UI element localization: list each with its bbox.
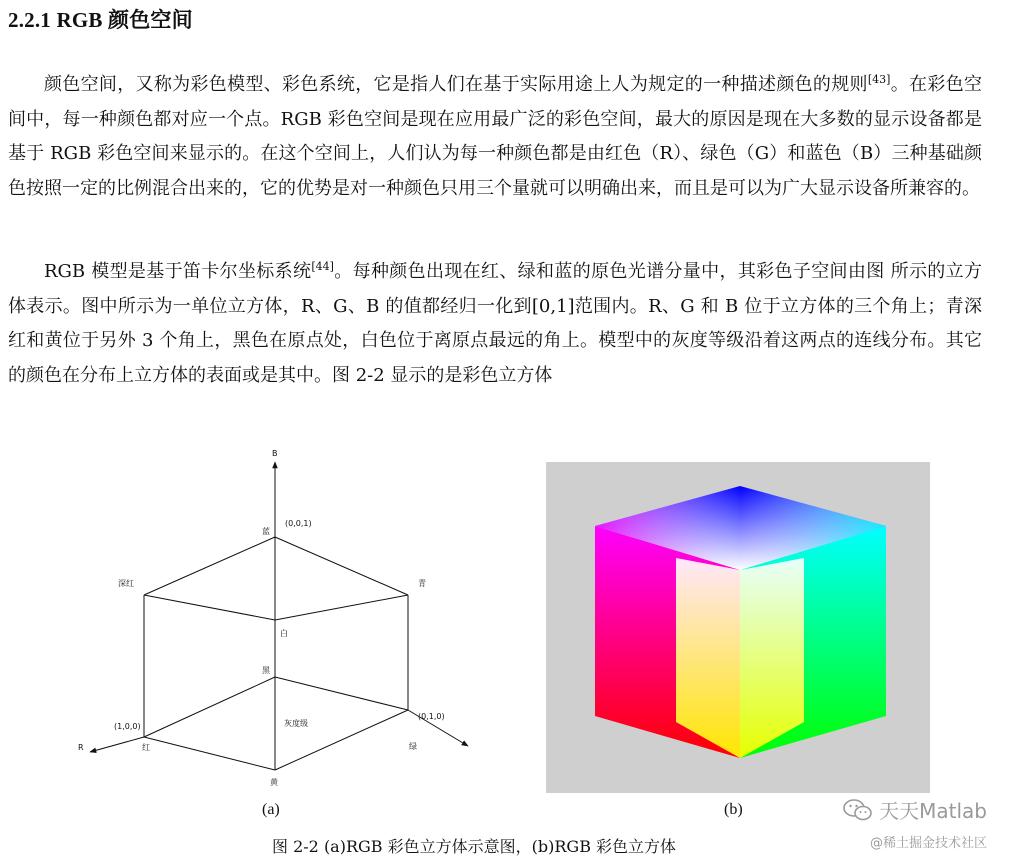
axis-label-r: R xyxy=(78,743,84,752)
paragraph-text: 。在彩色空间中，每一种颜色都对应一个点。RGB 彩色空间是现在应用最广泛的彩色空间，最大的原因是现在大多数的显示设备都是基于 RGB 彩色空间来显示的。在这个空间上，人们认为每一种颜色都是由红色（R）、绿色（G）和蓝色（B）三种基础颜色按照一定的比例混合出来的，它的优势是对一种颜色只用三个量就可以明确出来，而且是可以为广大显示设备所兼容的。 xyxy=(8,74,983,200)
paragraph-text: 颜色空间，又称为彩色模型、彩色系统，它是指人们在基于实际用途上人为规定的一种描述颜色的规则 xyxy=(44,74,868,95)
label-blue: 蓝 xyxy=(262,527,270,536)
figure-caption: 图 2-2 (a)RGB 彩色立方体示意图，(b)RGB 彩色立方体 xyxy=(272,837,677,856)
section-heading: 2.2.1 RGB 颜色空间 xyxy=(8,8,193,32)
coord-blue: (0,0,1) xyxy=(285,519,312,528)
subcaption-b: (b) xyxy=(724,801,743,818)
coord-red: (1,0,0) xyxy=(114,722,141,731)
rgb-color-cube xyxy=(546,462,930,793)
coord-green: (0,1,0) xyxy=(418,712,445,721)
axis-label-b: B xyxy=(272,449,278,458)
citation-ref[interactable]: [44] xyxy=(311,260,334,273)
paragraph-rgb-model xyxy=(8,255,982,394)
paragraph-text: RGB 模型是基于笛卡尔坐标系统 xyxy=(44,261,312,282)
label-red: 红 xyxy=(142,743,150,752)
watermark-site: @稀土掘金技术社区 xyxy=(869,836,987,851)
wechat-icon xyxy=(843,798,873,822)
label-black: 黑 xyxy=(262,666,270,675)
label-yellow: 黄 xyxy=(270,778,278,787)
subcaption-a: (a) xyxy=(262,801,280,818)
r-axis xyxy=(90,737,144,752)
watermark xyxy=(843,795,987,851)
label-magenta: 深红 xyxy=(118,579,134,588)
label-white: 白 xyxy=(280,629,288,638)
citation-ref[interactable]: [43] xyxy=(867,73,891,86)
paragraph-text: 。每种颜色出现在红、绿和蓝的原色光谱分量中，其彩色子空间由图 所示的立方体表示。图中所示为一单位立方体，R、G、B 的值都经归一化到[0,1]范围内。R、G 和 B 位于立方体的三个角上；青深红和黄位于另外 3 个角上，黑色在原点处，白色位于离原点最远的角上。模型中的灰度等级沿着这两点的连线分布。其它的颜色在分布上立方体的表面或是其中。图 2-2 显示的是彩色立方体 xyxy=(8,261,982,387)
watermark-brand: 天天Matlab xyxy=(879,799,987,823)
label-cyan: 青 xyxy=(418,579,426,588)
rgb-cube-diagram xyxy=(72,440,492,800)
label-green: 绿 xyxy=(409,742,417,751)
label-gray-level: 灰度级 xyxy=(284,719,308,728)
paragraph-color-space xyxy=(8,68,982,207)
